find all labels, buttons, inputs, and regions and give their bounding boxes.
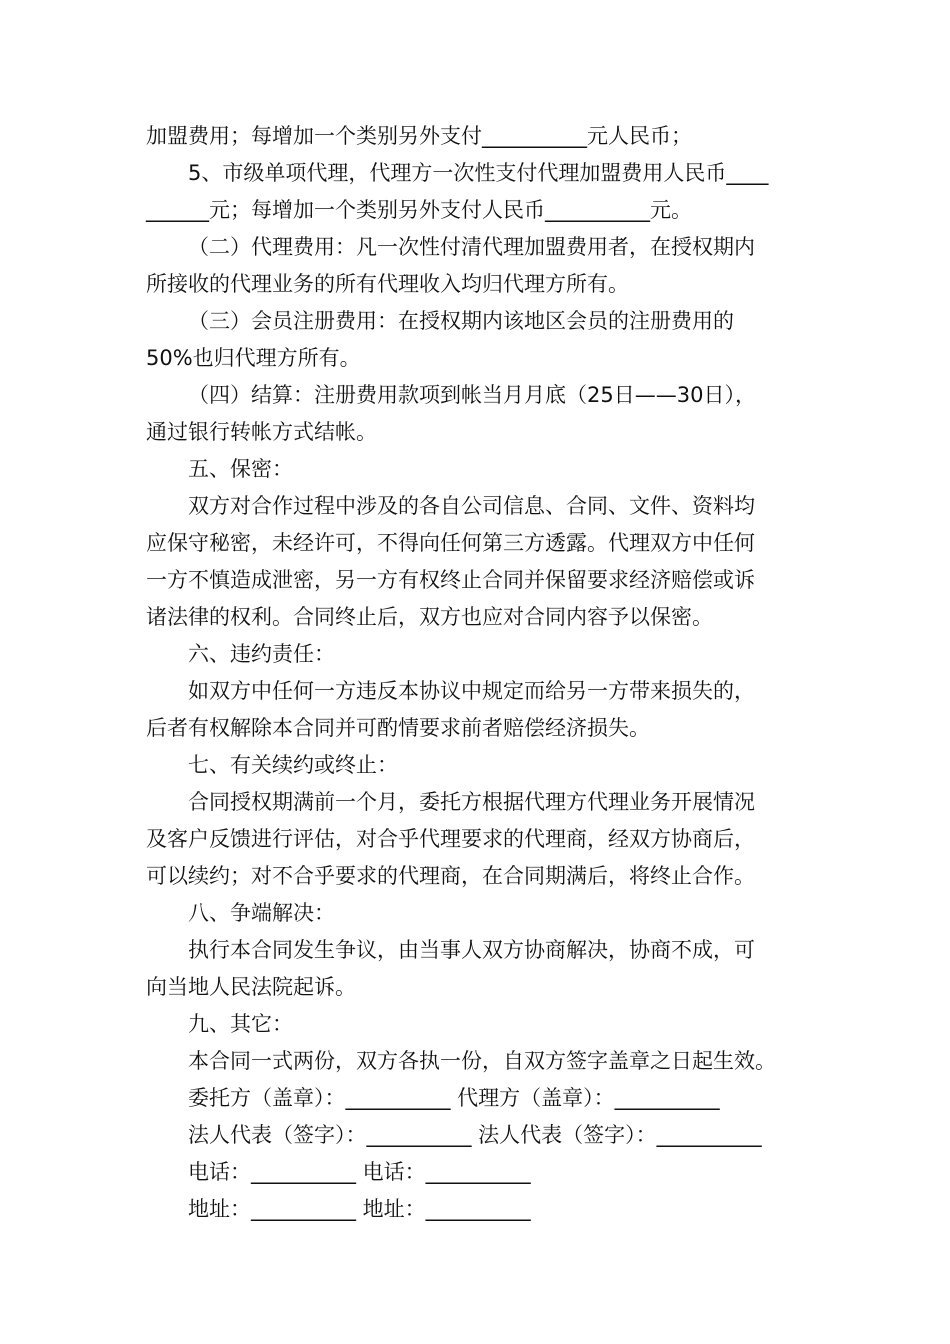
text-line: 通过银行转帐方式结帐。 bbox=[146, 420, 377, 444]
section-heading: 六、违约责任： bbox=[188, 642, 335, 666]
text-line: 可以续约；对不合乎要求的代理商，在合同期满后，将终止合作。 bbox=[146, 864, 755, 888]
text-line: 所接收的代理业务的所有代理收入均归代理方所有。 bbox=[146, 272, 629, 296]
text-line: 后者有权解除本合同并可酌情要求前者赔偿经济损失。 bbox=[146, 716, 650, 740]
signature-line-seal: 委托方（盖章）：__________ 代理方（盖章）：__________ bbox=[188, 1086, 720, 1110]
text-line: 如双方中任何一方违反本协议中规定而给另一方带来损失的， bbox=[188, 679, 755, 703]
section-heading: 五、保密： bbox=[188, 457, 293, 481]
text-line: 向当地人民法院起诉。 bbox=[146, 975, 356, 999]
signature-line-representative: 法人代表（签字）：__________ 法人代表（签字）：__________ bbox=[188, 1123, 762, 1147]
text-line: 一方不慎造成泄密，另一方有权终止合同并保留要求经济赔偿或诉 bbox=[146, 568, 755, 592]
text-line: 5、市级单项代理，代理方一次性支付代理加盟费用人民币____ bbox=[188, 161, 769, 185]
text-line: 双方对合作过程中涉及的各自公司信息、合同、文件、资料均 bbox=[188, 494, 755, 518]
text-line: 执行本合同发生争议，由当事人双方协商解决，协商不成，可 bbox=[188, 938, 755, 962]
text-line: 诸法律的权利。合同终止后，双方也应对合同内容予以保密。 bbox=[146, 605, 713, 629]
text-line: （三）会员注册费用：在授权期内该地区会员的注册费用的 bbox=[188, 309, 734, 333]
text-line: 应保守秘密，未经许可，不得向任何第三方透露。代理双方中任何 bbox=[146, 531, 755, 555]
text-line: （二）代理费用：凡一次性付清代理加盟费用者，在授权期内 bbox=[188, 235, 755, 259]
signature-line-phone: 电话：__________ 电话：__________ bbox=[188, 1160, 531, 1184]
section-heading: 八、争端解决： bbox=[188, 901, 335, 925]
text-line: （四）结算：注册费用款项到帐当月月底（25日——30日）， bbox=[188, 383, 756, 407]
contract-document bbox=[146, 118, 810, 1228]
text-line: 加盟费用；每增加一个类别另外支付__________元人民币； bbox=[146, 124, 692, 148]
text-line: 本合同一式两份，双方各执一份，自双方签字盖章之日起生效。 bbox=[188, 1049, 776, 1073]
signature-line-address: 地址：__________ 地址：__________ bbox=[188, 1197, 531, 1221]
text-line: ______元；每增加一个类别另外支付人民币__________元。 bbox=[146, 198, 692, 222]
section-heading: 九、其它： bbox=[188, 1012, 293, 1036]
text-line: 合同授权期满前一个月，委托方根据代理方代理业务开展情况 bbox=[188, 790, 755, 814]
section-heading: 七、有关续约或终止： bbox=[188, 753, 398, 777]
text-line: 50%也归代理方所有。 bbox=[146, 346, 361, 370]
text-line: 及客户反馈进行评估，对合乎代理要求的代理商，经双方协商后， bbox=[146, 827, 755, 851]
